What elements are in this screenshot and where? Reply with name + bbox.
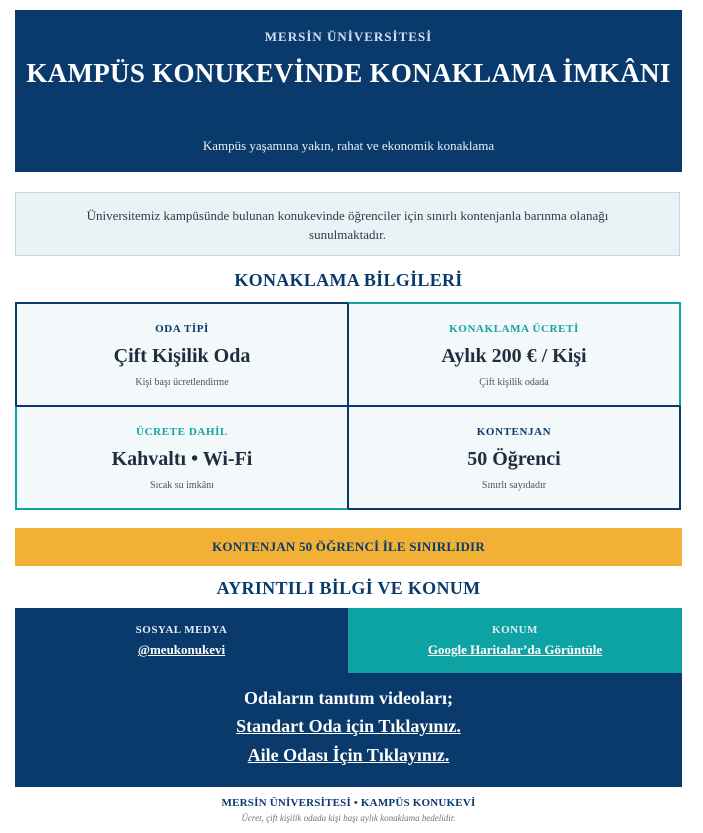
standard-room-video-link[interactable]: Standart Oda için Tıklayınız.	[236, 716, 461, 736]
info-card-note: Sıcak su imkânı	[150, 480, 214, 491]
info-section-title: KONAKLAMA BİLGİLERİ	[234, 270, 463, 290]
info-card-quota	[348, 406, 681, 510]
social-media-panel	[15, 608, 348, 673]
info-card-value: 50 Öğrenci	[467, 448, 561, 470]
info-card-value: Aylık 200 € / Kişi	[441, 345, 587, 367]
intro-box	[15, 192, 680, 256]
info-grid	[15, 302, 682, 510]
intro-text: Üniversitemiz kampüsünde bulunan konukevinde öğrenciler için sınırlı kontenjanla barınma olanağı sunulmaktadır.	[86, 208, 609, 242]
detail-section-title: AYRINTILI BİLGİ VE KONUM	[216, 578, 481, 598]
info-card-label: KONTENJAN	[476, 426, 552, 438]
university-name: MERSİN ÜNİVERSİTESİ	[264, 29, 433, 44]
location-panel	[348, 608, 682, 673]
google-maps-link[interactable]: Google Haritalar’da Görüntüle	[427, 642, 603, 657]
info-card-room-type	[15, 302, 348, 406]
info-card-note: Kişi başı ücretlendirme	[135, 377, 229, 388]
social-media-label: SOSYAL MEDYA	[135, 624, 228, 636]
location-label: KONUM	[492, 624, 538, 636]
info-card-included	[15, 406, 348, 510]
info-card-label: KONAKLAMA ÜCRETİ	[449, 323, 579, 335]
footer-note: Ücret, çift kişilik odada kişi başı aylık konaklama bedelidir.	[241, 813, 456, 823]
page-subtitle: Kampüs yaşamına yakın, rahat ve ekonomik konaklama	[202, 138, 495, 153]
info-card-label: ODA TİPİ	[155, 323, 209, 335]
info-card-value: Kahvaltı • Wi-Fi	[111, 448, 253, 470]
videos-panel	[15, 673, 682, 787]
footer-title: MERSİN ÜNİVERSİTESİ • KAMPÜS KONUKEVİ	[221, 797, 476, 809]
info-card-note: Sınırlı sayıdadır	[481, 480, 547, 491]
family-room-video-link[interactable]: Aile Odası İçin Tıklayınız.	[247, 745, 450, 765]
videos-heading: Odaların tanıtım videoları;	[244, 688, 453, 708]
footer	[15, 797, 682, 823]
social-media-link[interactable]: @meukonukevi	[137, 642, 226, 657]
info-card-value: Çift Kişilik Oda	[113, 345, 251, 367]
quota-banner: KONTENJAN 50 ÖĞRENCİ İLE SINIRLIDIR	[15, 528, 682, 566]
header-banner	[15, 10, 682, 172]
info-card-price	[348, 302, 681, 406]
info-card-label: ÜCRETE DAHİL	[136, 426, 228, 438]
page-title: KAMPÜS KONUKEVİNDE KONAKLAMA İMKÂNI	[26, 58, 671, 88]
info-card-note: Çift kişilik odada	[479, 377, 549, 388]
